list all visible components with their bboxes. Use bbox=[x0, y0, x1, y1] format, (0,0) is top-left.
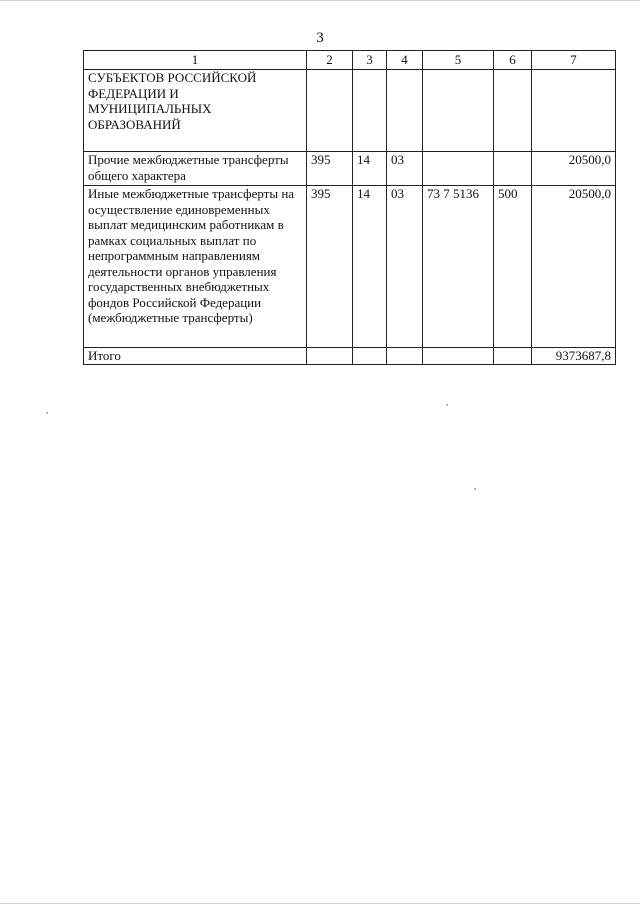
budget-table bbox=[83, 50, 616, 365]
total-amount: 9373687,8 bbox=[532, 348, 616, 365]
header-col-3: 3 bbox=[353, 51, 387, 70]
header-col-7: 7 bbox=[532, 51, 616, 70]
header-col-1: 1 bbox=[84, 51, 307, 70]
scan-speck bbox=[446, 404, 448, 406]
row-code-6 bbox=[494, 152, 532, 186]
table-row bbox=[84, 70, 616, 152]
row-code-2: 395 bbox=[307, 152, 353, 186]
row-name: СУБЪЕКТОВ РОССИЙСКОЙ ФЕДЕРАЦИИ И МУНИЦИПАЛЬНЫХ ОБРАЗОВАНИЙ bbox=[84, 70, 307, 152]
row-name: Иные межбюджетные трансферты на осуществление единовременных выплат медицинским работникам в рамках социальных выплат по непрограммным направлениям деятельности органов управления государственных внебюджетных фондов Российской Федерации (межбюджетные трансферты) bbox=[84, 186, 307, 348]
row-amount: 20500,0 bbox=[532, 186, 616, 348]
scan-speck bbox=[474, 488, 476, 490]
row-code-5: 73 7 5136 bbox=[423, 186, 494, 348]
row-code-6 bbox=[494, 348, 532, 365]
row-amount: 20500,0 bbox=[532, 152, 616, 186]
row-code-3: 14 bbox=[353, 152, 387, 186]
header-col-5: 5 bbox=[423, 51, 494, 70]
row-code-2 bbox=[307, 348, 353, 365]
row-code-5 bbox=[423, 70, 494, 152]
row-code-3 bbox=[353, 348, 387, 365]
table-row bbox=[84, 186, 616, 348]
row-code-4 bbox=[387, 70, 423, 152]
total-label: Итого bbox=[84, 348, 307, 365]
row-code-2: 395 bbox=[307, 186, 353, 348]
row-code-4: 03 bbox=[387, 152, 423, 186]
scan-bottom-edge bbox=[0, 901, 640, 904]
row-code-3 bbox=[353, 70, 387, 152]
row-code-5 bbox=[423, 348, 494, 365]
table-total-row bbox=[84, 348, 616, 365]
row-code-4 bbox=[387, 348, 423, 365]
row-code-2 bbox=[307, 70, 353, 152]
row-code-3: 14 bbox=[353, 186, 387, 348]
table-row bbox=[84, 152, 616, 186]
page-number: 3 bbox=[316, 30, 324, 46]
row-code-5 bbox=[423, 152, 494, 186]
table-header-row bbox=[84, 51, 616, 70]
header-col-6: 6 bbox=[494, 51, 532, 70]
header-col-4: 4 bbox=[387, 51, 423, 70]
row-code-6: 500 bbox=[494, 186, 532, 348]
row-code-4: 03 bbox=[387, 186, 423, 348]
row-name: Прочие межбюджетные трансферты общего характера bbox=[84, 152, 307, 186]
row-code-6 bbox=[494, 70, 532, 152]
row-amount bbox=[532, 70, 616, 152]
header-col-2: 2 bbox=[307, 51, 353, 70]
scan-speck bbox=[46, 412, 48, 414]
scan-top-edge bbox=[0, 0, 640, 3]
